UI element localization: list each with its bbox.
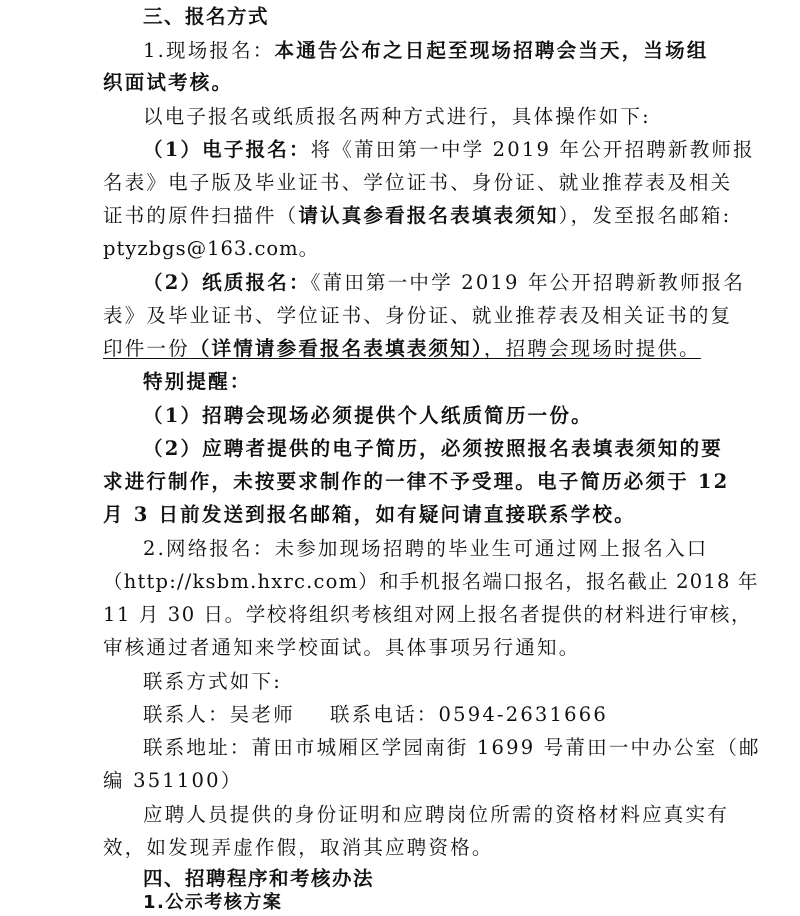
electronic-line-2: 名表》电子版及毕业证书、学位证书、身份证、就业推荐表及相关	[103, 171, 733, 194]
contact-phone: 联系电话：0594-2631666	[330, 703, 608, 726]
online-registration-line-4: 审核通过者通知来学校面试。具体事项另行通知。	[103, 636, 581, 659]
contact-person: 联系人：吴老师	[143, 703, 295, 726]
reminder-2-line-1: （2）应聘者提供的电子简历，必须按照报名表填表须知的要	[143, 437, 723, 460]
contact-intro: 联系方式如下:	[143, 670, 282, 693]
onsite-prefix: 1.现场报名：	[143, 39, 275, 62]
electronic-line-1-text: 将《莆田第一中学 2019 年公开招聘新教师报	[310, 138, 755, 161]
contact-address-line-1: 联系地址：莆田市城厢区学园南街 1699 号莆田一中办公室（邮	[143, 736, 761, 759]
electronic-line-3-b: ），发至报名邮箱:	[558, 204, 732, 227]
paper-label: （2）纸质报名：	[143, 271, 311, 294]
electronic-label: （1）电子报名：	[143, 138, 311, 161]
reminder-1: （1）招聘会现场必须提供个人纸质简历一份。	[143, 404, 593, 427]
authenticity-note-line-1: 应聘人员提供的身份证明和应聘岗位所需的资格材料应真实有	[143, 803, 729, 826]
electronic-line-3	[103, 203, 731, 229]
paper-line-3-a: 印件一份	[103, 337, 190, 360]
electronic-line-3-a: 证书的原件扫描件（	[103, 204, 299, 227]
online-registration-line-2: （http://ksbm.hxrc.com）和手机报名端口报名，报名截止 2018 年	[103, 570, 759, 593]
onsite-bold-text: 本通告公布之日起至现场招聘会当天，当场组	[274, 39, 709, 62]
section-heading-4: 四、招聘程序和考核办法	[143, 867, 375, 890]
paper-line-2: 表》及毕业证书、学位证书、身份证、就业推荐表及相关证书的复	[103, 304, 733, 327]
paper-line-1	[143, 270, 745, 296]
electronic-line-3-bold: 请认真参看报名表填表须知	[298, 204, 559, 227]
registration-intro: 以电子报名或纸质报名两种方式进行，具体操作如下:	[143, 105, 651, 128]
reminder-2-line-3: 月 3 日前发送到报名邮箱，如有疑问请直接联系学校。	[103, 503, 636, 526]
onsite-registration-line-1	[143, 38, 709, 64]
paper-line-1-text: 《莆田第一中学 2019 年公开招聘新教师报名	[310, 271, 746, 294]
paper-line-3	[103, 336, 701, 362]
subheading-publicize-plan: 1.公示考核方案	[143, 892, 283, 913]
contact-address-line-2: 编 351100）	[103, 769, 243, 792]
electronic-line-1	[143, 137, 755, 163]
onsite-registration-line-2: 织面试考核。	[103, 71, 234, 94]
registration-email: ptyzbgs@163.com。	[103, 237, 320, 260]
online-registration-line-3: 11 月 30 日。学校将组织考核组对网上报名者提供的材料进行审核，	[103, 603, 753, 626]
section-heading-3: 三、报名方式	[143, 5, 270, 28]
reminder-2-line-2: 求进行制作，未按要求制作的一律不予受理。电子简历必须于 12	[103, 470, 730, 493]
reminder-label: 特别提醒：	[143, 370, 252, 393]
paper-line-3-b: ，招聘会现场时提供。	[483, 337, 701, 360]
paper-line-3-bold: （详情请参看报名表填表须知）	[189, 337, 484, 360]
authenticity-note-line-2: 效，如发现弄虚作假，取消其应聘资格。	[103, 836, 494, 859]
online-registration-line-1: 2.网络报名：未参加现场招聘的毕业生可通过网上报名入口	[143, 537, 709, 560]
